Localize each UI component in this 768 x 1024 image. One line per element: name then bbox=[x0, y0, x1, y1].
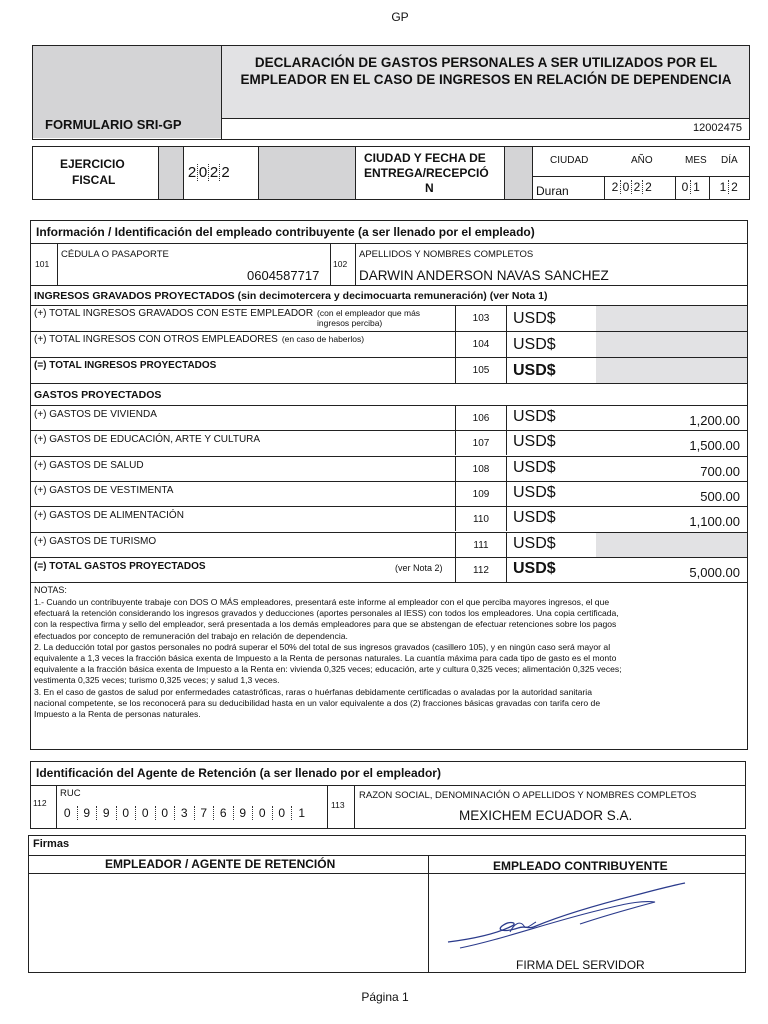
gasto-row-label: (+) GASTOS DE ALIMENTACIÓN bbox=[34, 510, 184, 521]
gasto-row-currency: USD$ bbox=[513, 509, 556, 526]
entrega-anio-digits[interactable]: 2 0 2 2 bbox=[611, 180, 652, 194]
gasto-row-currency: USD$ bbox=[513, 560, 556, 577]
form-name: FORMULARIO SRI-GP bbox=[45, 117, 182, 132]
gasto-row-currency: USD$ bbox=[513, 408, 556, 425]
gasto-row-amount[interactable]: 500.00 bbox=[700, 489, 740, 504]
razon-label: RAZON SOCIAL, DENOMINACIÓN O APELLIDOS Y NOMBRES COMPLETOS bbox=[359, 790, 697, 801]
gasto-row-label: (+) GASTOS DE EDUCACIÓN, ARTE Y CULTURA bbox=[34, 434, 261, 445]
ejercicio-label-2: FISCAL bbox=[72, 173, 116, 187]
ingreso-row-code: 105 bbox=[472, 365, 490, 376]
form-number: 12002475 bbox=[693, 122, 742, 134]
ingreso-row-currency: USD$ bbox=[513, 310, 556, 327]
ingreso-row-code: 104 bbox=[472, 339, 490, 350]
entrega-dia-digits[interactable]: 1 2 bbox=[719, 180, 738, 194]
gasto-row-label: (+) GASTOS DE VIVIENDA bbox=[34, 409, 157, 420]
mes-label: MES bbox=[685, 155, 707, 166]
ingresos-section-title: INGRESOS GRAVADOS PROYECTADOS (sin decimotercera y decimocuarta remuneración) (ver Nota 1) bbox=[34, 290, 548, 302]
ruc-digits[interactable]: 0 9 9 0 0 0 3 7 6 9 0 0 1 bbox=[58, 806, 312, 820]
gasto-row-currency: USD$ bbox=[513, 484, 556, 501]
ingreso-row-currency: USD$ bbox=[513, 336, 556, 353]
empleado-firma-label: EMPLEADO CONTRIBUYENTE bbox=[493, 859, 668, 873]
gasto-row-code: 108 bbox=[472, 464, 490, 475]
gasto-row-code: 110 bbox=[473, 514, 489, 525]
gasto-row-currency: USD$ bbox=[513, 433, 556, 450]
ingreso-row-note: (con el empleador que más ingresos perciba) bbox=[317, 308, 421, 328]
form-title: DECLARACIÓN DE GASTOS PERSONALES A SER UTILIZADOS POR EL EMPLEADOR EN EL CASO DE INGRESOS EN RELACIÓN DE DEPENDENCIA bbox=[240, 55, 732, 87]
empleador-firma-label: EMPLEADOR / AGENTE DE RETENCIÓN bbox=[105, 857, 336, 871]
cedula-code: 101 bbox=[35, 259, 50, 269]
razon-value[interactable]: MEXICHEM ECUADOR S.A. bbox=[459, 808, 633, 823]
gasto-row-amount[interactable]: 5,000.00 bbox=[689, 565, 740, 580]
gasto-row-amount[interactable]: 1,100.00 bbox=[689, 514, 740, 529]
gastos-section-title: GASTOS PROYECTADOS bbox=[34, 389, 162, 401]
gasto-row-code: 111 bbox=[473, 540, 489, 551]
nombres-label: APELLIDOS Y NOMBRES COMPLETOS bbox=[359, 249, 534, 260]
anio-label: AÑO bbox=[631, 155, 653, 166]
gasto-row-code: 106 bbox=[472, 413, 490, 424]
gasto-row-currency: USD$ bbox=[513, 459, 556, 476]
nombres-value[interactable]: DARWIN ANDERSON NAVAS SANCHEZ bbox=[359, 268, 609, 283]
razon-code: 113 bbox=[331, 800, 345, 810]
gasto-row-note: (ver Nota 2) bbox=[395, 563, 443, 573]
gasto-row-label: (+) GASTOS DE TURISMO bbox=[34, 536, 157, 547]
gasto-row-label: (+) GASTOS DE SALUD bbox=[34, 460, 144, 471]
nombres-code: 102 bbox=[333, 259, 348, 269]
fiscal-year-digits: 2 0 2 2 bbox=[187, 164, 230, 181]
gasto-row-amount[interactable]: 1,200.00 bbox=[689, 413, 740, 428]
gasto-row-label: (=) TOTAL GASTOS PROYECTADOS bbox=[34, 561, 206, 572]
page-number: Página 1 bbox=[361, 990, 409, 1004]
firmas-title: Firmas bbox=[33, 838, 70, 850]
gasto-row-code: 112 bbox=[473, 565, 489, 576]
entrega-label-2: ENTREGA/RECEPCIÓ bbox=[364, 166, 489, 180]
ruc-label: RUC bbox=[60, 788, 81, 799]
gasto-row-currency: USD$ bbox=[513, 535, 556, 552]
entrega-mes-digits[interactable]: 0 1 bbox=[681, 180, 700, 194]
gasto-row-code: 107 bbox=[472, 438, 490, 449]
gasto-row-amount[interactable]: 1,500.00 bbox=[689, 438, 740, 453]
signature bbox=[440, 880, 690, 960]
agente-section-title: Identificación del Agente de Retención (a ser llenado por el empleador) bbox=[36, 766, 441, 780]
ingreso-row-label: (=) TOTAL INGRESOS PROYECTADOS bbox=[34, 360, 217, 371]
empleado-section-title: Información / Identificación del empleado contribuyente (a ser llenado por el empleado) bbox=[36, 225, 535, 239]
cedula-label: CÉDULA O PASAPORTE bbox=[61, 249, 169, 260]
entrega-label-3: N bbox=[425, 181, 434, 195]
firma-servidor-label: FIRMA DEL SERVIDOR bbox=[516, 958, 645, 972]
ingreso-row-label: (+) TOTAL INGRESOS GRAVADOS CON ESTE EMPLEADOR bbox=[34, 308, 314, 319]
entrega-label-1: CIUDAD Y FECHA DE bbox=[364, 151, 486, 165]
notas-body: 1.- Cuando un contribuyente trabaje con DOS O MÁS empleadores, presentará este informe al empleador con el que perciba mayores ingresos, el que efectuará la retención considerando los ingresos gravados y deducciones (aportes personales al IESS) con todos los empleadores. Una copia certificada, con la respectiva firma y sello del empleador, será presentada a los demás empleadores para que se abstengan de efectuar retenciones sobre los pagos efectuados por concepto de remuneración del trabajo en relación de dependencia. 2. La deducción total por gastos personales no podrá superar el 50% del total de sus ingresos gravados (casillero 105), y en ningún caso será mayor al equivalente a 1,3 veces la fracción básica exenta de Impuesto a la Renta de personas naturales. La cuantía máxima para cada tipo de gasto es el monto equivalente a la fracción básica exenta de Impuesto a la Renta en: vivienda 0,325 veces; educación, arte y cultura 0,325 veces; alimentación 0,325 veces; vestimenta 0,325 veces; turismo 0,325 veces; y salud 1,3 veces. 3. En el caso de gastos de salud por enfermedades catastróficas, raras o huérfanas debidamente certificadas o avaladas por la autoridad sanitaria nacional competente, se los reconocerá para su deducibilidad hasta en un valor equivalente a dos (2) fracciones básicas gravadas con tarifa cero de Impuesto a la Renta de personas naturales. bbox=[34, 597, 622, 720]
cedula-value[interactable]: 0604587717 bbox=[247, 268, 320, 283]
ciudad-label: CIUDAD bbox=[550, 155, 589, 166]
ruc-code: 112 bbox=[33, 798, 47, 808]
dia-label: DÍA bbox=[721, 155, 738, 166]
notas-title: NOTAS: bbox=[34, 585, 67, 595]
gasto-row-label: (+) GASTOS DE VESTIMENTA bbox=[34, 485, 174, 496]
ingreso-row-label: (+) TOTAL INGRESOS CON OTROS EMPLEADORES bbox=[34, 334, 278, 345]
ingreso-row-currency: USD$ bbox=[513, 362, 556, 379]
gasto-row-amount[interactable]: 700.00 bbox=[700, 464, 740, 479]
gasto-row-code: 109 bbox=[472, 489, 490, 500]
ingreso-row-note: (en caso de haberlos) bbox=[281, 334, 365, 344]
ingreso-row-code: 103 bbox=[472, 313, 490, 324]
ejercicio-label-1: EJERCICIO bbox=[60, 157, 125, 171]
form-code-top: GP bbox=[391, 10, 409, 24]
ciudad-value[interactable]: Duran bbox=[536, 184, 569, 198]
